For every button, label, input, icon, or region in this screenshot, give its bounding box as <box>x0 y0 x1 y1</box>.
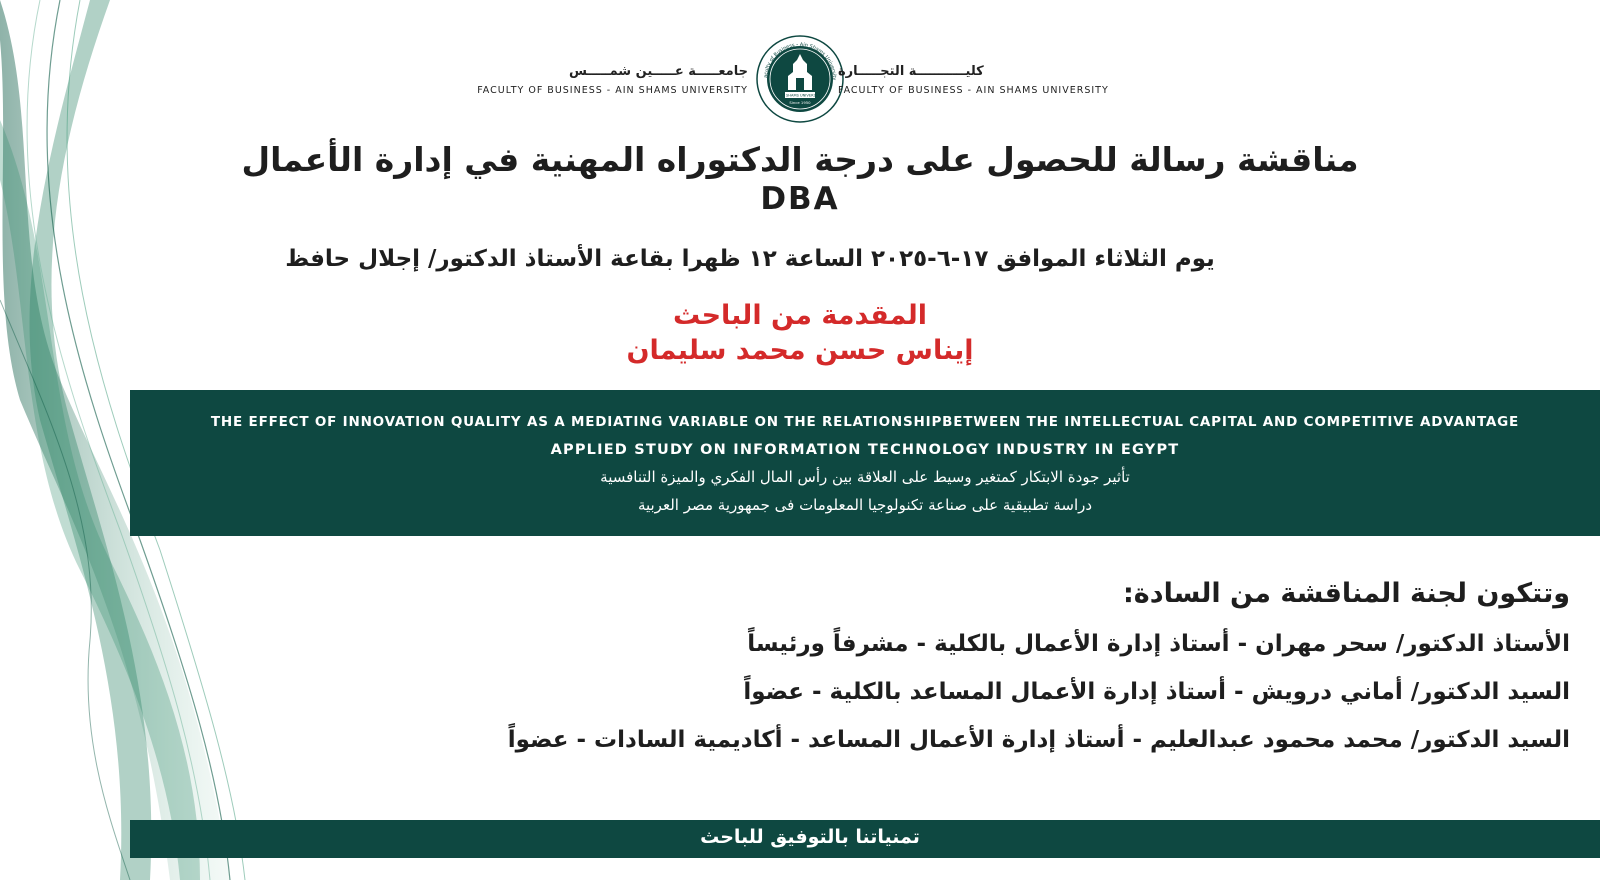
thesis-subtitle-en: APPLIED STUDY ON INFORMATION TECHNOLOGY INDUSTRY IN EGYPT <box>550 442 1180 458</box>
presented-by <box>360 300 1240 366</box>
presented-label: المقدمة من الباحث <box>672 300 928 331</box>
university-name-ar: جامعـــــة عـــــين شمـــــس <box>569 64 748 79</box>
university-header <box>440 34 1160 130</box>
committee-heading: وتتكون لجنة المناقشة من السادة: <box>1122 578 1570 609</box>
thesis-title-ar: تأثير جودة الابتكار كمتغير وسيط على العلاقة بين رأس المال الفكري والميزة التنافسية <box>600 468 1130 486</box>
committee-section <box>240 578 1570 753</box>
university-name-en: FACULTY OF BUSINESS - AIN SHAMS UNIVERSITY <box>477 85 748 96</box>
committee-member: الأستاذ الدكتور/ سحر مهران - أستاذ إدارة الأعمال بالكلية - مشرفاً ورئيساً <box>747 631 1570 657</box>
researcher-name: إيناس حسن محمد سليمان <box>626 335 974 366</box>
faculty-name-en: FACULTY OF BUSINESS - AIN SHAMS UNIVERSITY <box>838 85 1109 96</box>
seal-inner-text: AIN SHAMS UNIVERSITY <box>778 93 822 98</box>
footer-wishes-text: تمنياتنا بالتوفيق للباحث <box>700 826 920 848</box>
university-name-block <box>458 64 748 96</box>
title-line-ar: مناقشة رسالة للحصول على درجة الدكتوراه المهنية في إدارة الأعمال <box>241 140 1359 179</box>
title-line-dba: DBA <box>760 181 840 217</box>
faculty-name-block <box>838 64 1128 96</box>
date-venue-line: يوم الثلاثاء الموافق ١٧-٦-٢٠٢٥ الساعة ١٢ ظهرا بقاعة الأستاذ الدكتور/ إجلال حافظ <box>285 246 1215 272</box>
thesis-title-band <box>130 390 1600 536</box>
committee-member: السيد الدكتور/ أماني درويش - أستاذ إدارة الأعمال المساعد بالكلية - عضواً <box>743 679 1570 705</box>
page-title <box>160 140 1440 217</box>
faculty-name-ar: كليـــــــــــة التجـــــارة <box>838 64 984 79</box>
thesis-subtitle-ar: دراسة تطبيقية على صناعة تكنولوجيا المعلومات فى جمهورية مصر العربية <box>637 496 1093 514</box>
university-seal-logo <box>755 34 845 124</box>
seal-since-text: Since 1950 <box>789 100 811 105</box>
thesis-title-en: THE EFFECT OF INNOVATION QUALITY AS A MEDIATING VARIABLE ON THE RELATIONSHIPBETWEEN THE INTELLECTUAL CAPITAL AND COMPETITIVE ADVANTAGE <box>210 414 1520 430</box>
footer-band <box>130 820 1600 858</box>
committee-member: السيد الدكتور/ محمد محمود عبدالعليم - أستاذ إدارة الأعمال المساعد - أكاديمية السادات - عضواً <box>507 727 1570 753</box>
seal-arc-text: aculty of Business - Ain Shams University <box>762 41 838 81</box>
